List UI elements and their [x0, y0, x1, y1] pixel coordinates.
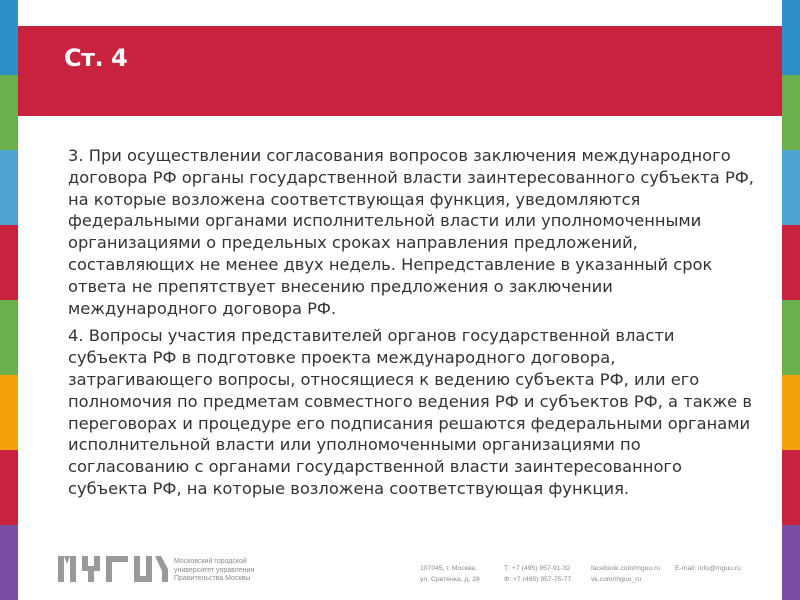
slide-title: Ст. 4: [64, 44, 128, 72]
right-color-strip: [782, 0, 800, 600]
footer-phones: Т: +7 (495) 957-91-32 Ф: +7 (495) 957-75-77: [504, 565, 572, 583]
strip-segment: [0, 375, 18, 450]
left-color-strip: [0, 0, 18, 600]
strip-segment: [0, 300, 18, 375]
paragraph-4: 4. Вопросы участия представителей органов государственной власти субъекта РФ в подготовке проекта международного договора, затрагивающего вопросы, относящиеся к ведению субъекта РФ, или его полномочия по предметам совместного ведения РФ и субъектов РФ, а также в переговорах и процедуре его подписания решаются федеральными органами исполнительной власти или уполномоченными организациями по согласованию с органами государственной власти заинтересованного субъекта РФ, на которые возложена соответствующая функция.: [68, 326, 752, 498]
footer-web: [591, 564, 660, 585]
slide-body: [68, 145, 758, 506]
paragraph-3: 3. При осуществлении согласования вопросов заключения международного договора РФ органы государственной власти заинтересованного субъекта РФ, на которые возложена соответствующая функция, уведомляются федеральными органами исполнительной власти или уполномоченными организациями о предельных сроках направления предложений, составляющих не менее двух недель. Непредставление в указанный срок ответа не препятствует внесению предложения о заключении международного договора РФ.: [68, 146, 754, 318]
facebook-link[interactable]: facebook.com/mguu.ru: [591, 565, 661, 572]
strip-segment: [0, 450, 18, 525]
title-bar: [18, 26, 782, 116]
strip-segment: [782, 75, 800, 150]
strip-segment: [0, 225, 18, 300]
strip-segment: [782, 150, 800, 225]
mguu-logo-icon: [58, 556, 168, 582]
university-name: Московский городской университет управления Правительства Москвы: [174, 558, 255, 582]
email-link[interactable]: E-mail: info@mguu.ru: [675, 565, 741, 572]
strip-segment: [0, 0, 18, 75]
strip-segment: [782, 375, 800, 450]
mguu-logo: [58, 556, 168, 586]
strip-segment: [782, 525, 800, 600]
strip-segment: [782, 225, 800, 300]
strip-segment: [0, 150, 18, 225]
strip-segment: [782, 0, 800, 75]
footer-email: [675, 564, 741, 575]
strip-segment: [782, 300, 800, 375]
strip-segment: [0, 525, 18, 600]
vk-link[interactable]: vk.com/mguu_ru: [591, 575, 642, 583]
footer-address: 107045, г. Москва, ул. Сретенка, д. 28: [420, 565, 480, 583]
strip-segment: [0, 75, 18, 150]
slide: [18, 0, 782, 600]
strip-segment: [782, 450, 800, 525]
